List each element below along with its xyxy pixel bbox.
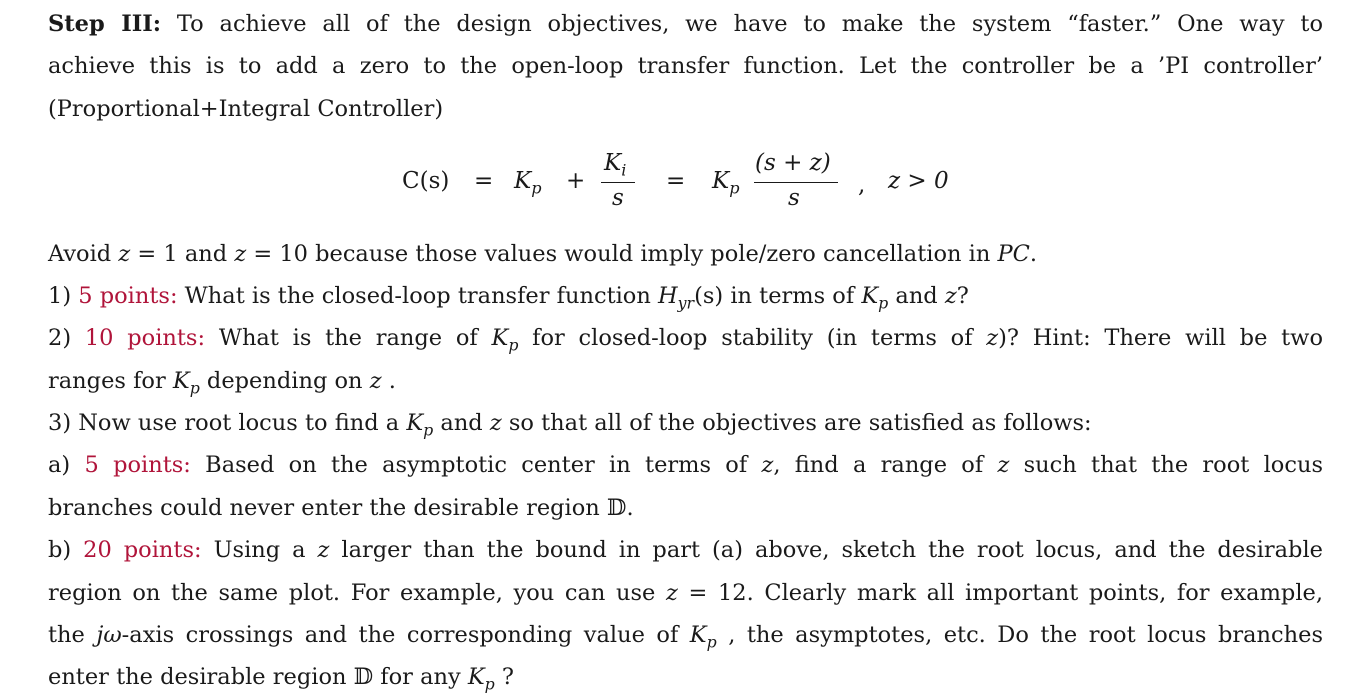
question-b-line-3: the jω-axis crossings and the corresponding value of $K_p$ , the asymptotes, etc. Do the root locus branches bbox=[48, 622, 1323, 652]
eq-fraction-bar-1 bbox=[601, 182, 635, 183]
intro-text-1: To achieve all of the design objectives, we have to make the system “faster.” One way to bbox=[176, 11, 1323, 37]
eq-ki-numerator: $K_i$ bbox=[604, 150, 627, 180]
step-label: Step III: bbox=[48, 11, 162, 37]
avoid-line: Avoid z = 1 and z = 10 because those values would imply pole/zero cancellation in PC. bbox=[48, 241, 1037, 267]
eq-numerator-2: (s + z) bbox=[755, 150, 831, 176]
eq-equals-1: = bbox=[474, 168, 494, 194]
eq-plus: + bbox=[566, 168, 586, 194]
eq-fraction-bar-2 bbox=[754, 182, 838, 183]
qa-points: 5 points: bbox=[84, 452, 191, 478]
eq-kp: $K_p$ bbox=[514, 168, 542, 198]
question-a-line-1: a) 5 points: Based on the asymptotic center in terms of z, find a range of z such that the root locus bbox=[48, 452, 1323, 478]
question-b-line-1: b) 20 points: Using a z larger than the bound in part (a) above, sketch the root locus, and the desirable bbox=[48, 537, 1323, 563]
intro-line-2 bbox=[48, 51, 1323, 81]
controller-equation bbox=[0, 148, 1371, 218]
eq-comma: , bbox=[858, 172, 866, 198]
eq-kp-2: $K_p$ bbox=[712, 168, 740, 198]
question-2-line-1: 2) 10 points: What is the range of $K_p$ for closed-loop stability (in terms of z)? Hint: There will be two bbox=[48, 325, 1323, 355]
intro-line-1 bbox=[48, 9, 1323, 39]
intro-text-3: (Proportional+Integral Controller) bbox=[48, 96, 444, 122]
q1-points: 5 points: bbox=[78, 283, 178, 309]
eq-condition: z > 0 bbox=[888, 168, 949, 194]
eq-s-denominator-1: s bbox=[612, 185, 624, 211]
question-a-line-2: branches could never enter the desirable region 𝔻. bbox=[48, 495, 634, 521]
eq-equals-2: = bbox=[666, 168, 686, 194]
question-1: 1) 5 points: What is the closed-loop transfer function $H_{yr}(s)$ in terms of $K_p$ and z? bbox=[48, 283, 969, 313]
intro-line-3 bbox=[48, 94, 1323, 124]
eq-lhs: C(s) bbox=[402, 168, 450, 194]
qb-points: 20 points: bbox=[83, 537, 202, 563]
question-3: 3) Now use root locus to find a $K_p$ and z so that all of the objectives are satisfied as follows: bbox=[48, 410, 1092, 440]
question-2-line-2: ranges for $K_p$ depending on z . bbox=[48, 368, 396, 398]
intro-text-2: achieve this is to add a zero to the open-loop transfer function. Let the controller be a ’PI controller’ bbox=[48, 53, 1323, 79]
q2-points: 10 points: bbox=[84, 325, 206, 351]
question-b-line-2: region on the same plot. For example, you can use z = 12. Clearly mark all important points, for example, bbox=[48, 580, 1323, 606]
question-b-line-4: enter the desirable region 𝔻 for any $K_p$ ? bbox=[48, 664, 514, 694]
eq-s-denominator-2: s bbox=[788, 185, 800, 211]
